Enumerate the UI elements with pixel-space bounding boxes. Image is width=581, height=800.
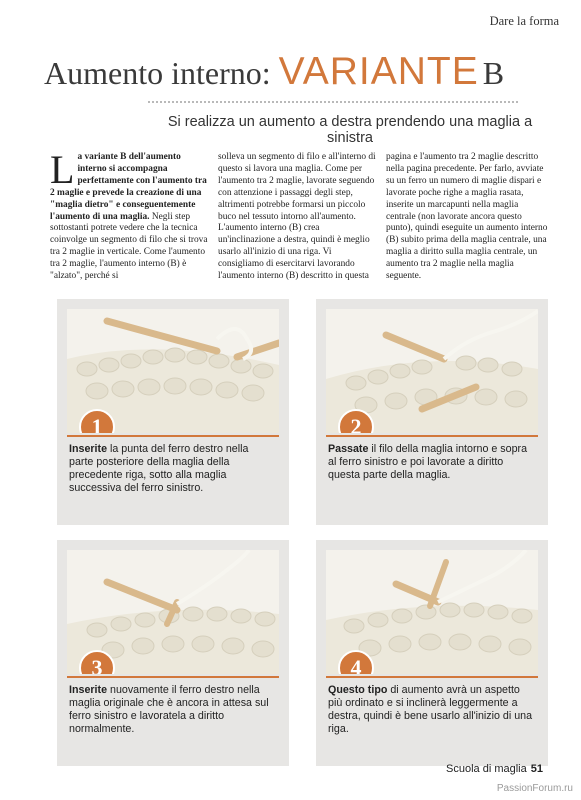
page-number: 51 [530,763,543,775]
step-caption-text: la punta del ferro destro nella parte posteriore della maglia della precedente riga, sotto alla maglia successiva del ferro sinistro. [69,443,249,494]
step-panel-1 [57,299,289,525]
step-caption-keyword: Passate [328,443,369,455]
orange-rule [67,435,279,437]
intro-column-1 [50,147,208,283]
orange-rule [326,435,538,437]
subtitle: Si realizza un aumento a destra prendendo una maglia a sinistra [167,114,533,146]
step-caption [328,443,534,482]
magazine-name: Scuola di maglia [446,763,527,775]
step-caption-keyword: Inserite [69,684,108,696]
intro-column-3: pagina e l'aumento tra 2 maglie descritto nella pagina precedente. Per farlo, avviate su un ferro un numero di maglie dispari e lavorate poche righe a maglia rasata, inserite un marcapunti nella maglia centrale (non lavorate ancora questo punto), quindi eseguite un aumento interno (B) subito prima della maglia centrale, una maglia a diritto sulla maglia centrale, un aumento tra 2 maglie nella maglia seguente. [386,152,548,282]
step-caption-text: di aumento avrà un aspetto più ordinato e si inclinerà leggermente a destra, quindi è bene usarlo all'inizio di una riga. [328,684,533,735]
intro-column-1-text: Negli step sottostanti potrete vedere che la tecnica coinvolge un segmento di filo che si trova tra 2 maglie in verticale. Come l'aumento tra 2 maglie, l'aumento interno (B) è "alzato", perché si [50,211,208,282]
section-label: Dare la forma [489,14,559,28]
intro-lead: a variante B dell'aumento interno si accompagna perfettamente con l'aumento tra 2 maglie e prevede la creazione di una "maglia dietro" e conseguentemente l'aumento di una maglia. [50,152,207,222]
title-part-1: Aumento interno: [44,55,271,91]
title-part-2: VARIANTE [278,50,479,93]
step-photo-4 [326,550,538,674]
step-photo-2 [326,309,538,433]
step-caption-text: nuovamente il ferro destro nella maglia originale che è ancora in attesa sul ferro sinistro e lavoratela a diritto normalmente. [69,684,269,735]
step-panel-3 [57,540,289,766]
step-caption [328,684,534,736]
orange-rule [326,676,538,678]
title-part-3: B [482,55,505,91]
step-caption-text: il filo della maglia intorno e sopra al ferro sinistro e poi lavorate a diritto questa parte della maglia. [328,443,528,481]
page-title [44,50,504,94]
step-number-badge: 1 [79,409,115,433]
step-panel-4 [316,540,548,766]
step-caption-keyword: Inserite [69,443,108,455]
intro-column-2: solleva un segmento di filo e all'interno di questo si lavora una maglia. Come per l'aumento tra 2 maglie, lavorate seguendo con attenzione i passaggi degli step, altrimenti potrebbe formarsi un piccolo buco nel tessuto intorno all'aumento. L'aumento interno (B) crea un'inclinazione a destra, quindi è meglio usarlo all'inizio di una riga. Vi consigliamo di esercitarvi lavorando l'aumento interno (B) descritto in questa [218,152,376,282]
step-caption [69,684,275,736]
step-number-badge: 2 [338,409,374,433]
drop-cap: L [50,147,75,192]
dotted-divider [148,101,518,103]
step-caption [69,443,275,495]
step-number-badge: 3 [79,650,115,674]
intro-text [50,147,550,297]
step-photo-1 [67,309,279,433]
watermark: PassionForum.ru [496,783,573,794]
step-panel-2 [316,299,548,525]
page-footer [446,763,543,775]
orange-rule [67,676,279,678]
step-caption-keyword: Questo tipo [328,684,388,696]
step-photo-3 [67,550,279,674]
step-number-badge: 4 [338,650,374,674]
